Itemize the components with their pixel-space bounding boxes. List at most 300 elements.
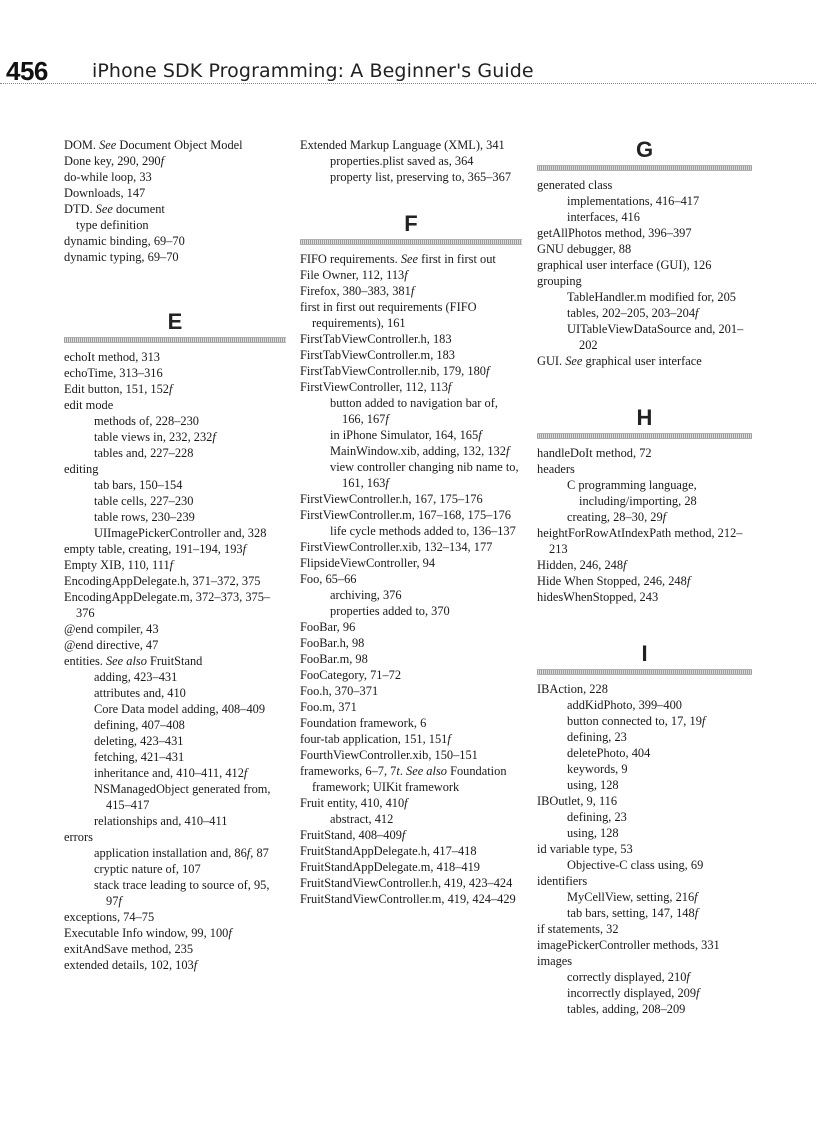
index-subentry (64, 717, 286, 733)
index-subentry (300, 523, 522, 539)
entry-italic-text: f (478, 428, 482, 442)
entry-italic-text: t (396, 764, 400, 778)
entry-text: tables, 202–205, 203–204 (567, 306, 696, 320)
entry-text: dynamic binding, 69–70 (64, 234, 185, 248)
entry-text: entities. (64, 654, 106, 668)
entry-text: echoIt method, 313 (64, 350, 161, 364)
index-subentry (537, 969, 752, 985)
section-rule (300, 239, 522, 245)
entry-text: defining, 407–408 (94, 718, 185, 732)
entry-text: Empty XIB, 110, 111 (64, 558, 170, 572)
entry-text: first in first out requirements (FIFO requirements), 161 (300, 300, 477, 330)
entry-text: Done key, 290, 290 (64, 154, 161, 168)
entry-text: Core Data model adding, 408–409 (94, 702, 266, 716)
entry-text: tab bars, 150–154 (94, 478, 183, 492)
entry-text: life cycle methods added to, 136–137 (330, 524, 516, 538)
index-subentry (537, 857, 752, 873)
entry-text: keywords, 9 (567, 762, 628, 776)
entry-italic-text: f (228, 926, 232, 940)
index-entry (537, 525, 752, 557)
entry-text: fetching, 421–431 (94, 750, 185, 764)
entry-text: edit mode (64, 398, 114, 412)
index-subentry (64, 765, 286, 781)
entry-text: TableHandler.m modified for, 205 (567, 290, 736, 304)
index-subentry (537, 289, 752, 305)
entry-text: generated class (537, 178, 613, 192)
entry-text: adding, 423–431 (94, 670, 178, 684)
index-subentry (537, 509, 752, 525)
index-column-2 (300, 137, 522, 907)
index-entry (64, 381, 286, 397)
section-heading (300, 211, 522, 245)
index-subentry (537, 745, 752, 761)
index-subentry (64, 877, 286, 909)
entry-text: do-while loop, 33 (64, 170, 152, 184)
entry-text: GUI. (537, 354, 566, 368)
index-subentry (537, 809, 752, 825)
index-subentry (537, 729, 752, 745)
entry-italic-text: f (243, 766, 248, 780)
entry-text: graphical user interface (582, 354, 702, 368)
entry-text: FirstViewController.xib, 132–134, 177 (300, 540, 493, 554)
entry-italic-text: f (447, 732, 451, 746)
entry-text: Foo.m, 371 (300, 700, 357, 714)
entry-text: Document Object Model (116, 138, 243, 152)
index-entry (64, 557, 286, 573)
index-entry (300, 619, 522, 635)
index-subentry (300, 169, 522, 185)
entry-italic-text: f (385, 476, 389, 490)
entry-text: DOM. (64, 138, 100, 152)
entry-text: identifiers (537, 874, 588, 888)
section-spacer (300, 185, 522, 211)
index-subentry (300, 459, 522, 491)
index-subentry (537, 761, 752, 777)
entry-text: in iPhone Simulator, 164, 165 (330, 428, 479, 442)
entry-italic-text: See (99, 138, 117, 152)
entry-text: first in first out (418, 252, 496, 266)
index-entry (64, 957, 286, 973)
index-entry (300, 299, 522, 331)
entry-text: Foundation framework, 6 (300, 716, 427, 730)
index-entry (300, 331, 522, 347)
entry-italic-text: f (686, 574, 691, 588)
index-subentry (537, 305, 752, 321)
index-entry (537, 937, 752, 953)
index-entry (300, 843, 522, 859)
entry-italic-text: f (404, 268, 408, 282)
entry-text: exceptions, 74–75 (64, 910, 155, 924)
section-letter: I (641, 641, 648, 666)
index-entry (537, 461, 752, 477)
entry-italic-text: f (246, 846, 251, 860)
index-entry (300, 491, 522, 507)
entry-italic-text: f (410, 284, 415, 298)
index-entry (300, 747, 522, 763)
entry-text: attributes and, 410 (94, 686, 186, 700)
entry-text: cryptic nature of, 107 (94, 862, 201, 876)
index-subentry (64, 429, 286, 445)
index-entry (300, 137, 522, 153)
index-entry (537, 273, 752, 289)
entry-italic-text: f (485, 364, 490, 378)
entry-text: relationships and, 410–411 (94, 814, 228, 828)
index-subentry (537, 193, 752, 209)
entry-text: property list, preserving to, 365–367 (330, 170, 512, 184)
index-entry (537, 841, 752, 857)
entry-text: properties.plist saved as, 364 (330, 154, 474, 168)
index-entry (537, 177, 752, 193)
section-heading (64, 309, 286, 343)
index-entry (64, 541, 286, 557)
entry-text: inheritance and, 410–411, 412 (94, 766, 244, 780)
section-rule (64, 337, 286, 343)
section-letter: G (635, 137, 654, 162)
entry-text: FirstViewController.m, 167–168, 175–176 (300, 508, 511, 522)
entry-text: type definition (76, 218, 149, 232)
index-entry (300, 699, 522, 715)
entry-text: id variable type, 53 (537, 842, 633, 856)
index-entry (300, 635, 522, 651)
index-subentry (64, 509, 286, 525)
index-entry (300, 715, 522, 731)
index-subentry (537, 697, 752, 713)
entry-text: Executable Info window, 99, 100 (64, 926, 229, 940)
entry-text: UIImagePickerController and, 328 (94, 526, 267, 540)
section-letter: H (636, 405, 653, 430)
index-subentry (537, 713, 752, 729)
index-entry (300, 379, 522, 395)
index-entry (300, 859, 522, 875)
index-entry (537, 589, 752, 605)
index-subentry (300, 603, 522, 619)
entry-text: NSManagedObject generated from, 415–417 (94, 782, 271, 812)
section-spacer (64, 265, 286, 309)
entry-italic-text: f (193, 958, 198, 972)
entry-text: correctly displayed, 210 (567, 970, 687, 984)
index-subentry (300, 153, 522, 169)
entry-text: C programming language, including/importing, 28 (567, 478, 697, 508)
entry-text: IBAction, 228 (537, 682, 608, 696)
index-entry (300, 651, 522, 667)
entry-text: Downloads, 147 (64, 186, 146, 200)
index-subentry (64, 733, 286, 749)
index-entry (64, 217, 286, 233)
entry-text: incorrectly displayed, 209 (567, 986, 697, 1000)
entry-text: FirstViewController, 112, 113 (300, 380, 448, 394)
index-entry (300, 539, 522, 555)
index-subentry (64, 669, 286, 685)
entry-text: using, 128 (567, 826, 619, 840)
entry-text: EncodingAppDelegate.m, 372–373, 375–376 (64, 590, 271, 620)
entry-italic-text: f (404, 796, 408, 810)
entry-text: grouping (537, 274, 582, 288)
index-entry (537, 681, 752, 697)
section-rule (537, 165, 752, 171)
entry-text: FooBar, 96 (300, 620, 356, 634)
entry-italic-text: f (212, 430, 216, 444)
index-entry (64, 909, 286, 925)
entry-text: FirstTabViewController.nib, 179, 180 (300, 364, 486, 378)
entry-text: FruitStand, 408–409 (300, 828, 402, 842)
entry-italic-text: f (447, 380, 452, 394)
index-entry (64, 349, 286, 365)
index-entry (537, 225, 752, 241)
index-entry (300, 347, 522, 363)
entry-text: methods of, 228–230 (94, 414, 199, 428)
entry-text: stack trace leading to source of, 95, 97 (94, 878, 270, 908)
entry-italic-text: f (696, 986, 700, 1000)
index-subentry (537, 985, 752, 1001)
entry-text: FirstTabViewController.h, 183 (300, 332, 452, 346)
entry-text: view controller changing nib name to, 161, 163 (330, 460, 519, 490)
index-subentry (537, 209, 752, 225)
entry-text: Fruit entity, 410, 410 (300, 796, 405, 810)
index-entry (300, 827, 522, 843)
entry-text: deleting, 423–431 (94, 734, 184, 748)
entry-text: table cells, 227–230 (94, 494, 194, 508)
entry-italic-text: f (686, 970, 690, 984)
entry-text: headers (537, 462, 575, 476)
entry-text: button connected to, 17, 19 (567, 714, 702, 728)
entry-italic-text: f (169, 558, 174, 572)
entry-text: defining, 23 (567, 810, 627, 824)
entry-text: button added to navigation bar of, 166, 167 (330, 396, 498, 426)
header-dotted-rule (0, 83, 816, 84)
entry-italic-text: See (95, 202, 113, 216)
entry-text: images (537, 954, 573, 968)
index-entry (64, 573, 286, 589)
section-heading (537, 641, 752, 675)
entry-text: getAllPhotos method, 396–397 (537, 226, 692, 240)
entry-text: DTD. (64, 202, 96, 216)
running-title: iPhone SDK Programming: A Beginner's Guide (92, 60, 534, 82)
index-subentry (300, 395, 522, 427)
entry-text: FooBar.m, 98 (300, 652, 368, 666)
index-entry (537, 921, 752, 937)
entry-text: abstract, 412 (330, 812, 394, 826)
index-entry (537, 353, 752, 369)
index-subentry (537, 777, 752, 793)
index-subentry (537, 477, 752, 509)
entry-text: table views in, 232, 232 (94, 430, 213, 444)
index-subentry (64, 861, 286, 877)
section-spacer (537, 605, 752, 641)
index-subentry (300, 811, 522, 827)
entry-text: exitAndSave method, 235 (64, 942, 194, 956)
entry-italic-text: See (400, 252, 419, 266)
index-entry (537, 445, 752, 461)
entry-italic-text: f (160, 154, 165, 168)
index-entry (300, 251, 522, 267)
index-entry (64, 461, 286, 477)
index-entry (300, 571, 522, 587)
index-entry (300, 555, 522, 571)
entry-text: Objective-C class using, 69 (567, 858, 704, 872)
index-subentry (64, 845, 286, 861)
index-entry (537, 257, 752, 273)
index-entry (64, 201, 286, 217)
entry-text: MainWindow.xib, adding, 132, 132 (330, 444, 506, 458)
entry-text: interfaces, 416 (567, 210, 640, 224)
entry-italic-text: f (168, 382, 173, 396)
entry-text: tables and, 227–228 (94, 446, 194, 460)
entry-text: errors (64, 830, 93, 844)
entry-text: defining, 23 (567, 730, 627, 744)
index-entry (64, 137, 286, 153)
entry-italic-text: f (695, 306, 699, 320)
entry-text: FruitStand (146, 654, 203, 668)
index-entry (537, 241, 752, 257)
index-subentry (64, 525, 286, 541)
entry-text: IBOutlet, 9, 116 (537, 794, 618, 808)
entry-text: echoTime, 313–316 (64, 366, 163, 380)
entry-text: properties added to, 370 (330, 604, 450, 618)
entry-text: Hidden, 246, 248 (537, 558, 624, 572)
index-entry (64, 249, 286, 265)
entry-italic-text: f (662, 510, 667, 524)
index-subentry (537, 321, 752, 353)
index-entry (300, 667, 522, 683)
index-entry (300, 891, 522, 907)
index-entry (64, 925, 286, 941)
index-entry (300, 731, 522, 747)
index-entry (64, 169, 286, 185)
entry-text: implementations, 416–417 (567, 194, 700, 208)
index-entry (300, 683, 522, 699)
index-entry (64, 589, 286, 621)
entry-text: four-tab application, 151, 151 (300, 732, 448, 746)
index-entry (64, 397, 286, 413)
entry-italic-text: f (694, 906, 699, 920)
entry-italic-text: f (694, 890, 698, 904)
index-entry (64, 637, 286, 653)
section-rule (537, 433, 752, 439)
index-subentry (64, 701, 286, 717)
index-entry (300, 283, 522, 299)
entry-text: Foo, 65–66 (300, 572, 357, 586)
entry-text: FlipsideViewController, 94 (300, 556, 436, 570)
entry-text: hidesWhenStopped, 243 (537, 590, 659, 604)
index-subentry (537, 889, 752, 905)
index-entry (537, 953, 752, 969)
index-column-1 (64, 137, 286, 973)
index-entry (300, 795, 522, 811)
index-entry (537, 793, 752, 809)
section-heading (537, 137, 752, 171)
entry-text: @end compiler, 43 (64, 622, 159, 636)
entry-text: FirstTabViewController.m, 183 (300, 348, 455, 362)
entry-text: frameworks, 6–7, 7 (300, 764, 397, 778)
entry-text: editing (64, 462, 99, 476)
entry-text: handleDoIt method, 72 (537, 446, 652, 460)
entry-text: Extended Markup Language (XML), 341 (300, 138, 505, 152)
index-subentry (300, 427, 522, 443)
section-letter: F (404, 211, 418, 236)
entry-text: deletePhoto, 404 (567, 746, 651, 760)
entry-text: archiving, 376 (330, 588, 402, 602)
index-column-3 (537, 137, 752, 1017)
entry-text: dynamic typing, 69–70 (64, 250, 179, 264)
entry-text: using, 128 (567, 778, 619, 792)
section-heading (537, 405, 752, 439)
entry-text: FourthViewController.xib, 150–151 (300, 748, 478, 762)
entry-italic-text: f (401, 828, 406, 842)
entry-text: imagePickerController methods, 331 (537, 938, 720, 952)
entry-text: extended details, 102, 103 (64, 958, 194, 972)
index-subentry (64, 813, 286, 829)
entry-italic-text: f (701, 714, 706, 728)
entry-text: application installation and, 86 (94, 846, 247, 860)
entry-text: document (112, 202, 165, 216)
entry-text: UITableViewDataSource and, 201–202 (567, 322, 744, 352)
index-subentry (300, 443, 522, 459)
entry-text: FruitStandAppDelegate.h, 417–418 (300, 844, 477, 858)
entry-italic-text: See also (105, 654, 147, 668)
index-entry (64, 233, 286, 249)
entry-text: MyCellView, setting, 216 (567, 890, 695, 904)
entry-text: table rows, 230–239 (94, 510, 195, 524)
entry-text: FooCategory, 71–72 (300, 668, 402, 682)
index-entry (64, 621, 286, 637)
index-subentry (300, 587, 522, 603)
index-subentry (64, 781, 286, 813)
entry-text: empty table, creating, 191–194, 193 (64, 542, 243, 556)
entry-text: Firefox, 380–383, 381 (300, 284, 411, 298)
entry-text: tables, adding, 208–209 (567, 1002, 686, 1016)
entry-italic-text: f (242, 542, 247, 556)
entry-text: Hide When Stopped, 246, 248 (537, 574, 687, 588)
index-subentry (64, 749, 286, 765)
running-header (0, 56, 816, 90)
index-entry (537, 873, 752, 889)
index-subentry (64, 493, 286, 509)
index-subentry (537, 1001, 752, 1017)
index-entry (300, 363, 522, 379)
index-subentry (64, 413, 286, 429)
index-entry (64, 153, 286, 169)
index-subentry (64, 477, 286, 493)
page-number: 456 (6, 56, 48, 86)
section-letter: E (167, 309, 183, 334)
index-entry (64, 185, 286, 201)
entry-text: File Owner, 112, 113 (300, 268, 405, 282)
index-entry (64, 941, 286, 957)
section-spacer (537, 369, 752, 405)
entry-italic-text: f (505, 444, 510, 458)
entry-text: graphical user interface (GUI), 126 (537, 258, 712, 272)
index-subentry (64, 445, 286, 461)
entry-text: FIFO requirements. (300, 252, 401, 266)
entry-italic-text: See also (406, 764, 447, 778)
entry-text: tab bars, setting, 147, 148 (567, 906, 695, 920)
entry-text: if statements, 32 (537, 922, 619, 936)
entry-italic-text: f (385, 412, 389, 426)
entry-italic-text: f (118, 894, 122, 908)
entry-text: . (399, 764, 407, 778)
entry-text: FirstViewController.h, 167, 175–176 (300, 492, 483, 506)
entry-italic-text: f (623, 558, 627, 572)
section-rule (537, 669, 752, 675)
entry-text: heightForRowAtIndexPath method, 212–213 (537, 526, 743, 556)
index-entry (300, 507, 522, 523)
entry-text: Foundation framework; UIKit framework (312, 764, 507, 794)
index-entry (64, 365, 286, 381)
index-entry (537, 573, 752, 589)
entry-text: FruitStandViewController.m, 419, 424–429 (300, 892, 516, 906)
entry-text: , 87 (250, 846, 269, 860)
index-subentry (537, 905, 752, 921)
